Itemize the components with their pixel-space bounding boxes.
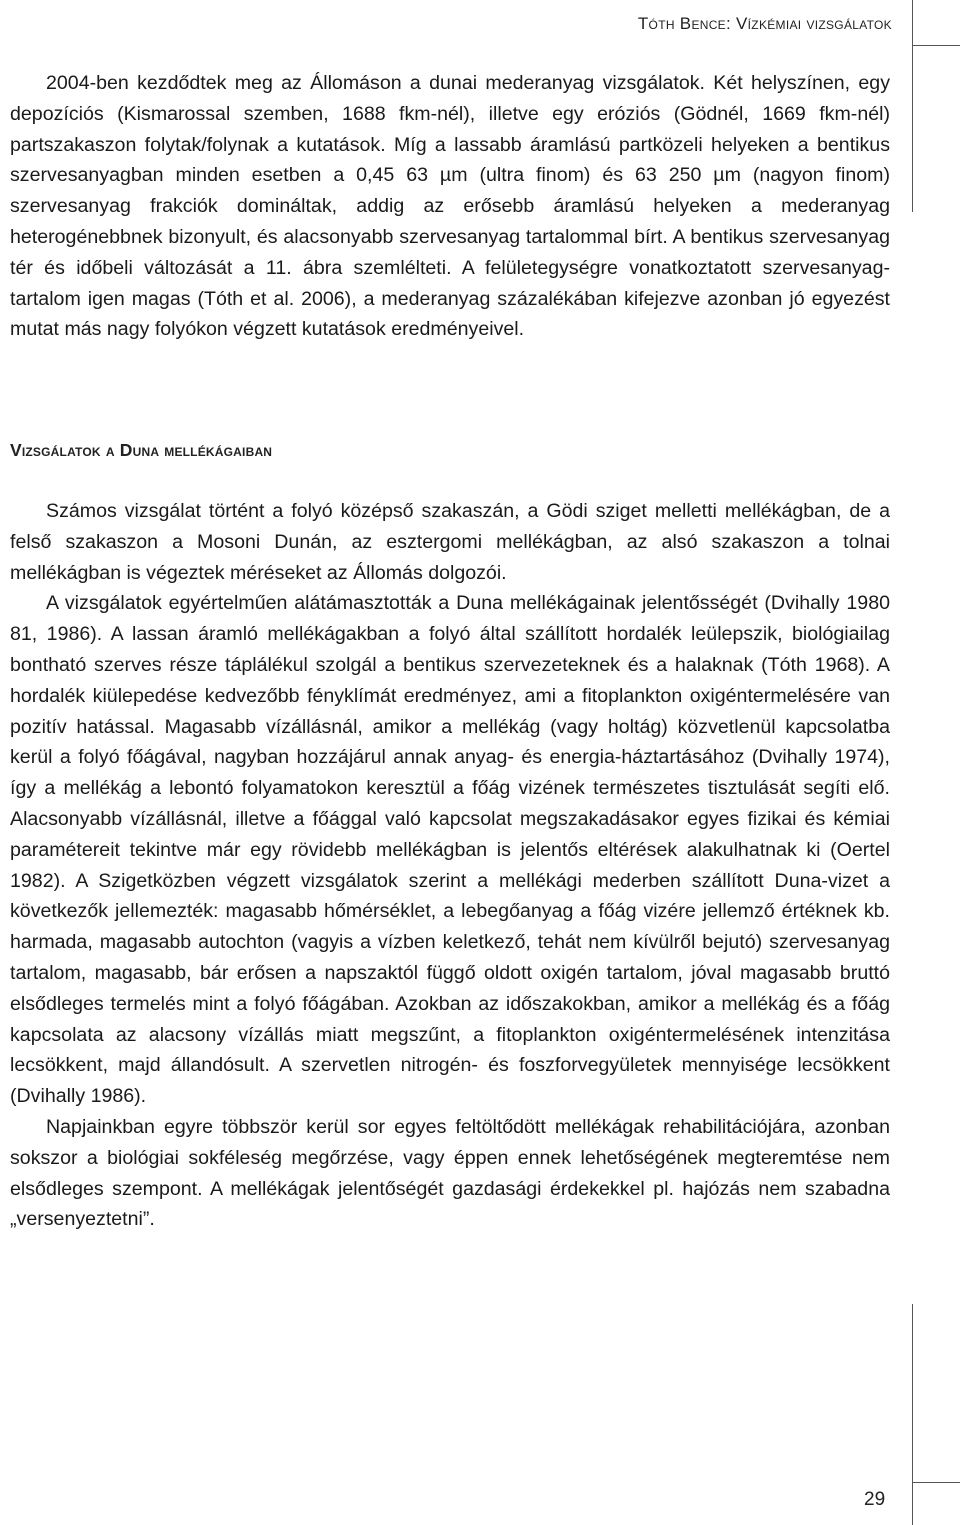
footer-horizontal-rule [912, 1482, 960, 1483]
section-heading: Vizsgálatok a Duna mellékágaiban [10, 440, 273, 460]
header-horizontal-rule [912, 45, 960, 46]
intro-paragraph: 2004-ben kezdődtek meg az Állomáson a dunai mederanyag vizsgálatok. Két helyszínen, egy depozíciós (Kismarossal szemben, 1688 fkm-nél), illetve egy eróziós (Gödnél, 1669 fkm-nél) partszakaszon folytak/folynak a kutatások. Míg a lassabb áramlású partközeli helyeken a bentikus szervesanyagban minden esetben a 0,45 63 µm (ultra finom) és 63 250 µm (nagyon finom) szervesanyag frakciók domináltak, addig az erősebb áramlású helyeken a mederanyag heterogénebbnek bizonyult, és alacsonyabb szervesanyag tartalommal bírt. A bentikus szervesanyag tér és időbeli változását a 11. ábra szemlélteti. A felületegységre vonatkoztatott szervesanyag-tartalom igen magas (Tóth et al. 2006), a mederanyag százalékában kifejezve azonban jó egyezést mutat más nagy folyókon végzett kutatások eredményeivel. [10, 72, 890, 341]
section-paragraph-1: Számos vizsgálat történt a folyó középső szakaszán, a Gödi sziget melletti mellékágban, de a felső szakaszon a Mosoni Dunán, az esztergomi mellékágban, az alsó szakaszon a tolnai mellékágban is végeztek méréseket az Állomás dolgozói. [10, 500, 890, 584]
footer-vertical-rule [912, 1304, 913, 1525]
page-number: 29 [864, 1489, 886, 1510]
intro-text [10, 68, 890, 345]
section-body [10, 496, 890, 1235]
section-paragraph-2: A vizsgálatok egyértelműen alátámasztották a Duna mellékágainak jelentősségét (Dvihally 1980 81, 1986). A lassan áramló mellékágakban a folyó által szállított hordalék leülepszik, biológiailag bontható szerves része táplálékul szolgál a bentikus szervezeteknek és a halaknak (Tóth 1968). A hordalék kiülepedése kedvezőbb fényklímát eredményez, ami a fitoplankton oxigéntermelésére van pozitív hatással. Magasabb vízállásnál, amikor a mellékág (vagy holtág) közvetlenül kapcsolatba kerül a folyó főágával, nagyban hozzájárul annak anyag- és energia-háztartásához (Dvihally 1974), így a mellékág a lebontó folyamatokon keresztül a főág vizének természetes tisztulását segíti elő. Alacsonyabb vízállásnál, illetve a főággal való kapcsolat megszakadásakor egyes fizikai és kémiai paramétereit tekintve már egy rövidebb mellékágban is jelentős eltérések alakulhatnak ki (Oertel 1982). A Szigetközben végzett vizsgálatok szerint a mellékági mederben szállított Duna-vizet a következők jellemezték: magasabb hőmérséklet, a lebegőanyag a főág vizére jellemző értéknek kb. harmada, magasabb autochton (vagyis a vízben keletkező, tehát nem kívülről bejutó) szervesanyag tartalom, magasabb, bár erősen a napszaktól függő oldott oxigén tartalom, jóval magasabb bruttó elsődleges termelés mint a folyó főágában. Azokban az időszakokban, amikor a mellékág és a főág kapcsolata az alacsony vízállás miatt megszűnt, a fitoplankton oxigéntermelésének intenzitása lecsökkent, majd állandósult. A szervetlen nitrogén- és foszforvegyületek mennyisége lecsökkent (Dvihally 1986). [10, 592, 890, 1108]
header-vertical-rule [912, 0, 913, 212]
running-header: Tóth Bence: Vízkémiai vizsgálatok [637, 14, 892, 33]
section-paragraph-3: Napjainkban egyre többször kerül sor egyes feltöltődött mellékágak rehabilitációjára, azonban sokszor a biológiai sokféleség megőrzése, vagy éppen ennek lehetőségének megteremtése nem elsődleges szempont. A mellékágak jelentőségét gazdasági érdekekkel pl. hajózás nem szabadna „versenyeztetni”. [10, 1115, 890, 1231]
